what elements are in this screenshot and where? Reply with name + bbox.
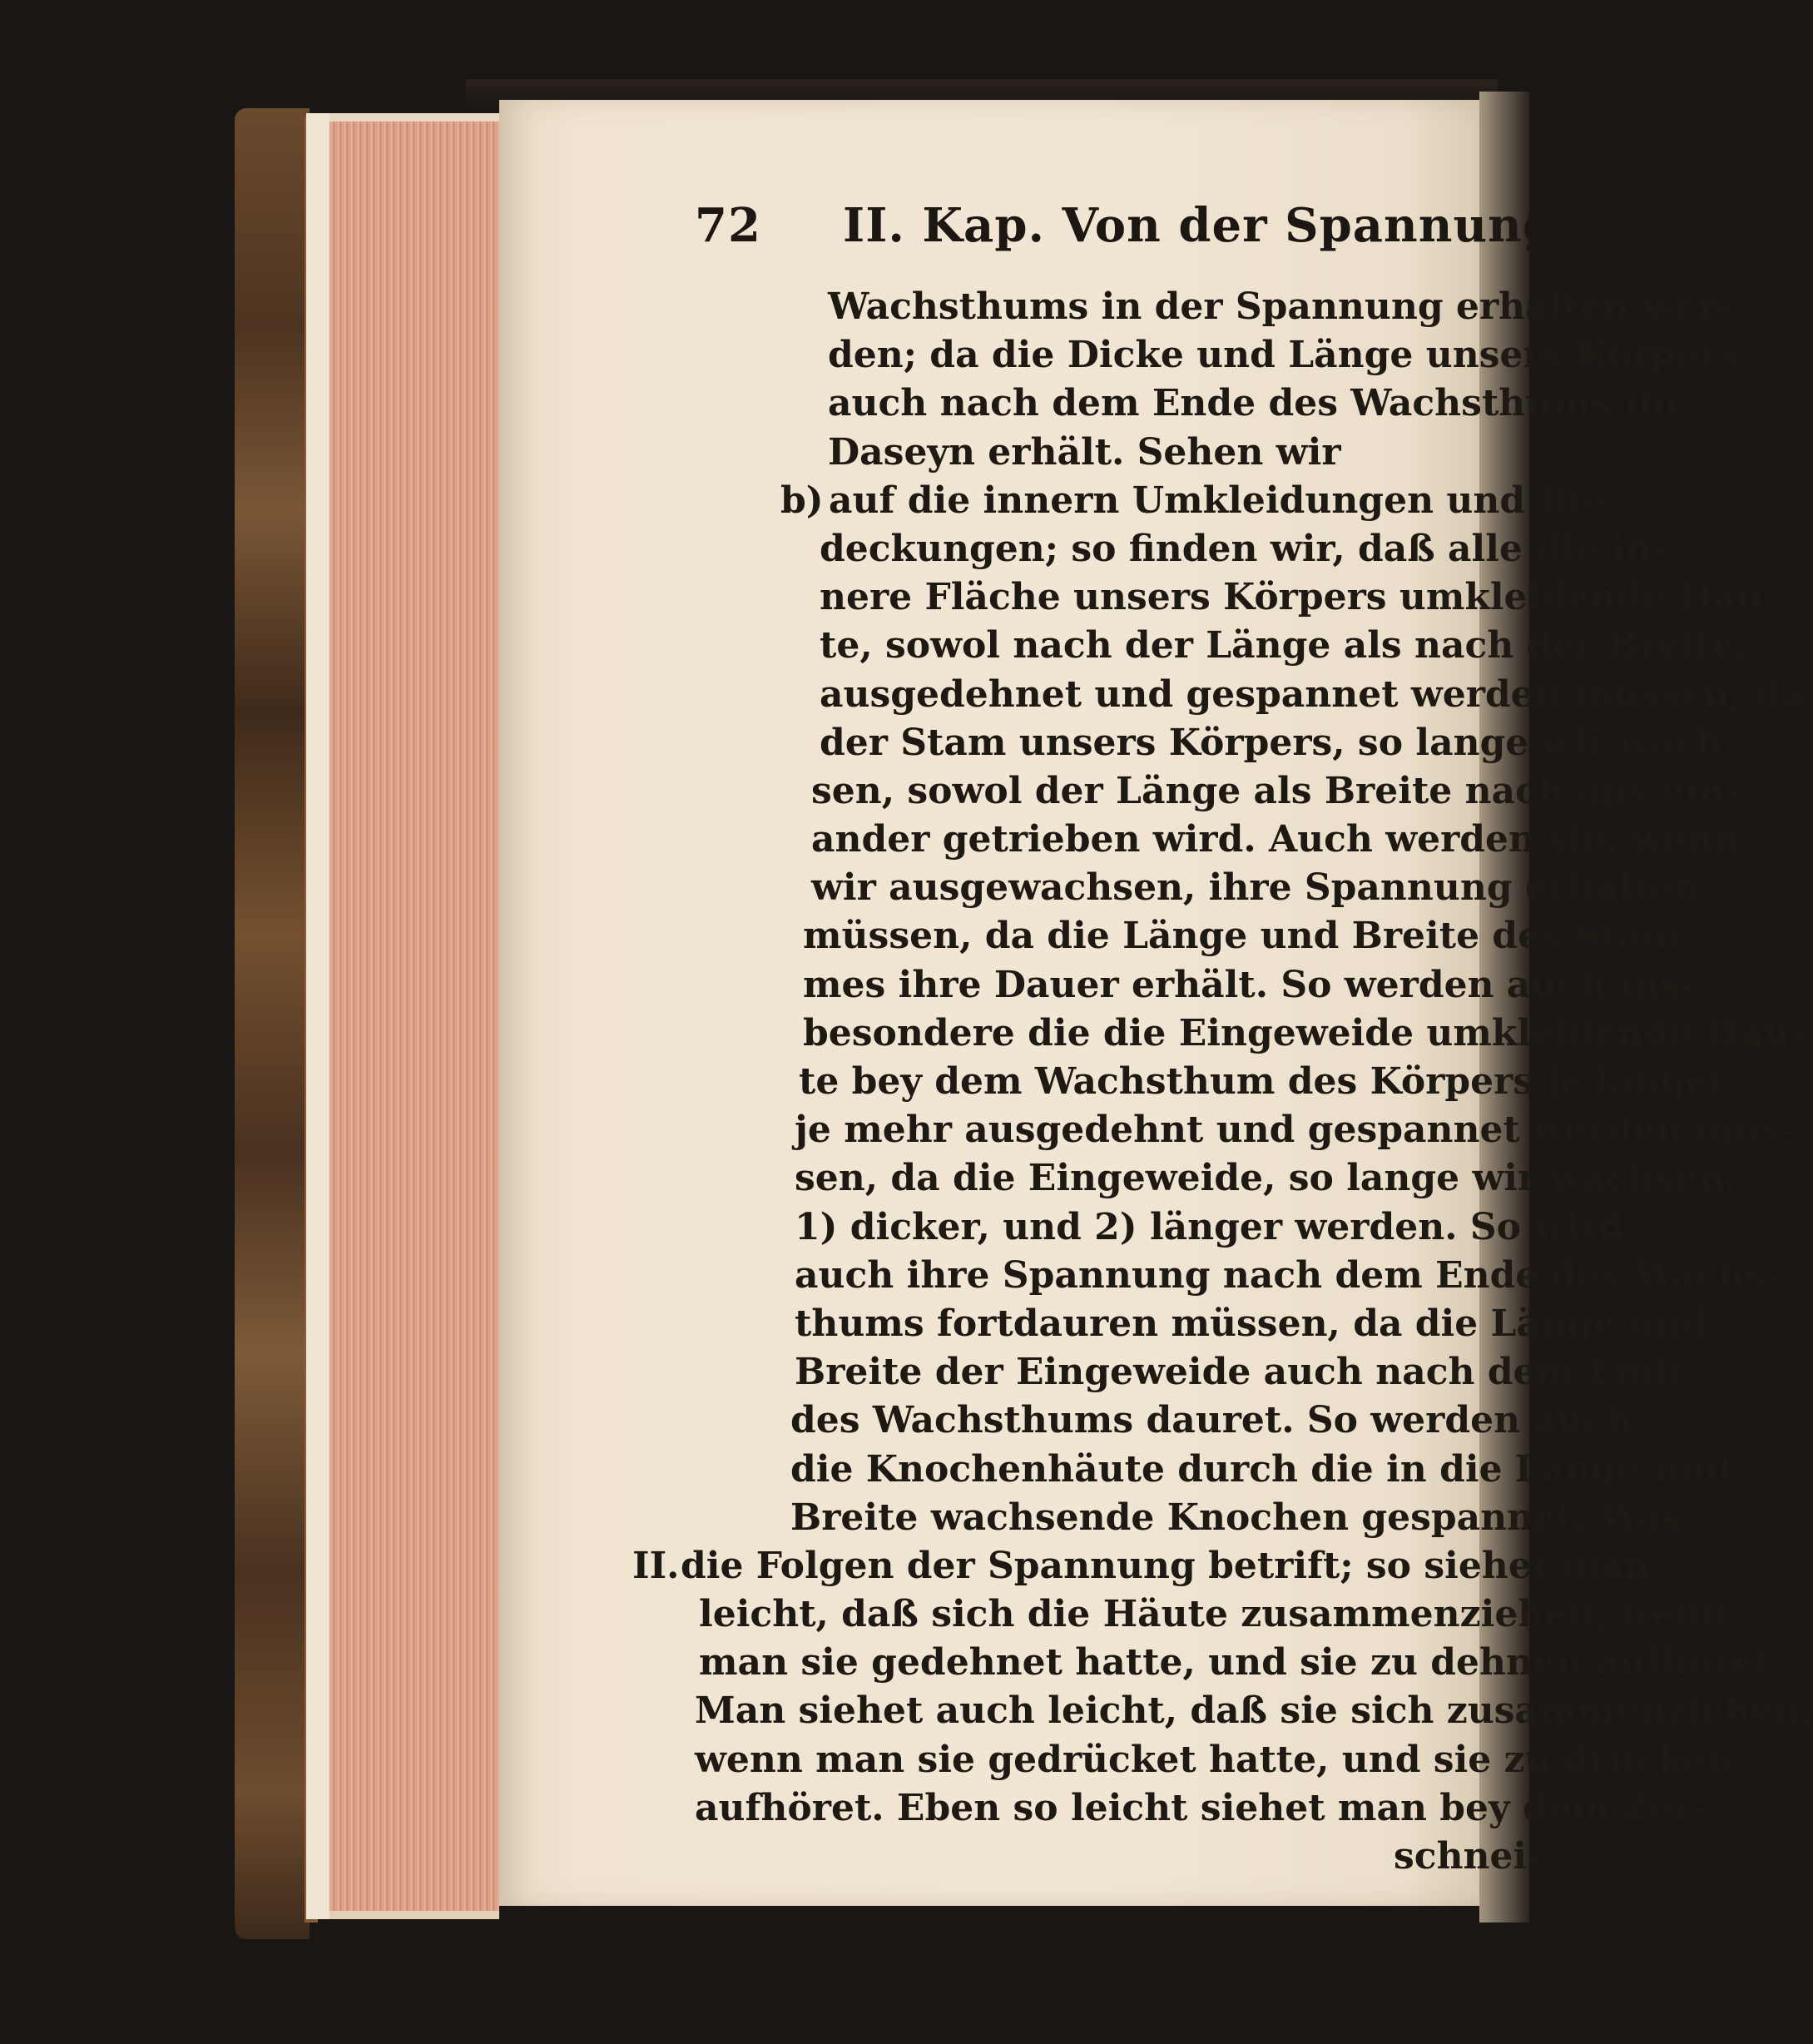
line-text: den; da die Dicke und Länge unsers Körpers bbox=[828, 334, 1740, 377]
line-text: die Folgen der Spannung betrift; so siehet man bbox=[681, 1544, 1651, 1587]
line-text: Breite wachsende Knochen gespannet. Was bbox=[790, 1496, 1682, 1539]
line-text: der Stam unsers Körpers, so lange wir wach- bbox=[820, 721, 1739, 764]
text-line bbox=[632, 1203, 1624, 1252]
text-line bbox=[632, 1833, 1543, 1881]
text-line bbox=[632, 1542, 1651, 1590]
page-edges bbox=[316, 113, 499, 1919]
text-line bbox=[632, 912, 1696, 960]
line-text: Wachsthums in der Spannung erhalten wer- bbox=[828, 285, 1732, 328]
page-body-text bbox=[632, 283, 1813, 1881]
text-line bbox=[632, 331, 1740, 380]
text-line bbox=[632, 622, 1748, 670]
text-line bbox=[632, 380, 1684, 428]
text-line bbox=[632, 1348, 1692, 1397]
line-text: te, sowol nach der Länge als nach der Breite, bbox=[820, 624, 1748, 667]
text-line bbox=[632, 429, 1477, 477]
line-text: Breite der Eingeweide auch nach dem Ende bbox=[795, 1351, 1692, 1394]
list-marker: II. bbox=[632, 1544, 680, 1587]
line-text: müssen, da die Länge und Breite des Stam- bbox=[803, 915, 1696, 958]
line-text: sen, sowol der Länge als Breite nach aus ein- bbox=[811, 769, 1740, 812]
text-line bbox=[632, 1300, 1707, 1348]
line-text: auch nach dem Ende des Wachsthums ihr bbox=[828, 382, 1684, 425]
text-line bbox=[632, 1106, 1796, 1154]
text-line bbox=[632, 1736, 1734, 1784]
text-line bbox=[632, 671, 1806, 719]
line-text: man sie gedehnet hatte, und sie zu dehnen aufhöret. bbox=[699, 1641, 1785, 1684]
line-text: auch ihre Spannung nach dem Ende des Wachs- bbox=[795, 1253, 1781, 1297]
text-line bbox=[632, 283, 1732, 331]
text-line bbox=[632, 525, 1667, 573]
line-text: thums fortdauren müssen, da die Länge und bbox=[795, 1302, 1707, 1345]
text-line bbox=[632, 1639, 1785, 1687]
text-line bbox=[632, 477, 1607, 525]
text-line bbox=[632, 1058, 1728, 1106]
line-text: des Wachsthums dauret. So werden auch bbox=[790, 1399, 1632, 1442]
text-line bbox=[632, 767, 1740, 816]
line-text: die Knochenhäute durch die in die Länge und bbox=[790, 1447, 1732, 1491]
line-text: besondere die die Eingeweide umkleidende Häu- bbox=[803, 1011, 1806, 1054]
page-number: 72 bbox=[695, 198, 761, 253]
line-text: wir ausgewachsen, ihre Spannung erhalten bbox=[811, 866, 1699, 910]
text-line bbox=[632, 1397, 1632, 1445]
running-head: II. Kap. Von der Spannung bbox=[843, 198, 1557, 253]
line-text: Daseyn erhält. Sehen wir bbox=[828, 430, 1341, 474]
text-line bbox=[632, 1494, 1682, 1542]
line-text: wenn man sie gedrücket hatte, und sie zu drücken bbox=[695, 1738, 1734, 1781]
text-line bbox=[632, 719, 1739, 767]
text-line bbox=[632, 1446, 1732, 1494]
text-line bbox=[632, 1687, 1813, 1735]
line-text: ander getrieben wird. Auch werden sie, wenn bbox=[811, 818, 1740, 861]
text-line bbox=[632, 864, 1699, 912]
line-text: te bey dem Wachsthum des Körpers je länger bbox=[799, 1060, 1728, 1103]
text-line bbox=[632, 1590, 1728, 1639]
line-text: Man siehet auch leicht, daß sie sich zusammenziehen, bbox=[695, 1689, 1813, 1733]
text-line bbox=[632, 1252, 1781, 1300]
line-text: nere Fläche unsers Körpers umkleidende Häu- bbox=[820, 576, 1779, 619]
line-text: leicht, daß sich die Häute zusammenziehen, wenn bbox=[699, 1593, 1728, 1636]
text-line bbox=[632, 1010, 1806, 1058]
text-line bbox=[632, 573, 1779, 622]
text-line bbox=[632, 1784, 1708, 1833]
line-text: je mehr ausgedehnt und gespannet werden müs- bbox=[795, 1109, 1796, 1152]
line-text: schnei- bbox=[1394, 1835, 1543, 1878]
book-cover bbox=[235, 108, 310, 1939]
list-marker: b) bbox=[780, 479, 824, 522]
line-text: aufhöret. Eben so leicht siehet man bey dem Zer- bbox=[695, 1786, 1708, 1829]
text-line bbox=[632, 961, 1696, 1010]
text-line bbox=[632, 816, 1740, 864]
page-header bbox=[695, 198, 1557, 273]
line-text: sen, da die Eingeweide, so lange wir wachsen, bbox=[795, 1157, 1737, 1200]
line-text: auf die innern Umkleidungen und Be- bbox=[829, 479, 1607, 522]
text-line bbox=[632, 1154, 1737, 1203]
line-text: 1) dicker, und 2) länger werden. So wird bbox=[795, 1205, 1624, 1248]
line-text: mes ihre Dauer erhält. So werden auch ins- bbox=[803, 963, 1696, 1006]
line-text: deckungen; so finden wir, daß alle die in- bbox=[820, 527, 1667, 570]
line-text: ausgedehnet und gespannet werden müssen, da bbox=[820, 672, 1806, 716]
